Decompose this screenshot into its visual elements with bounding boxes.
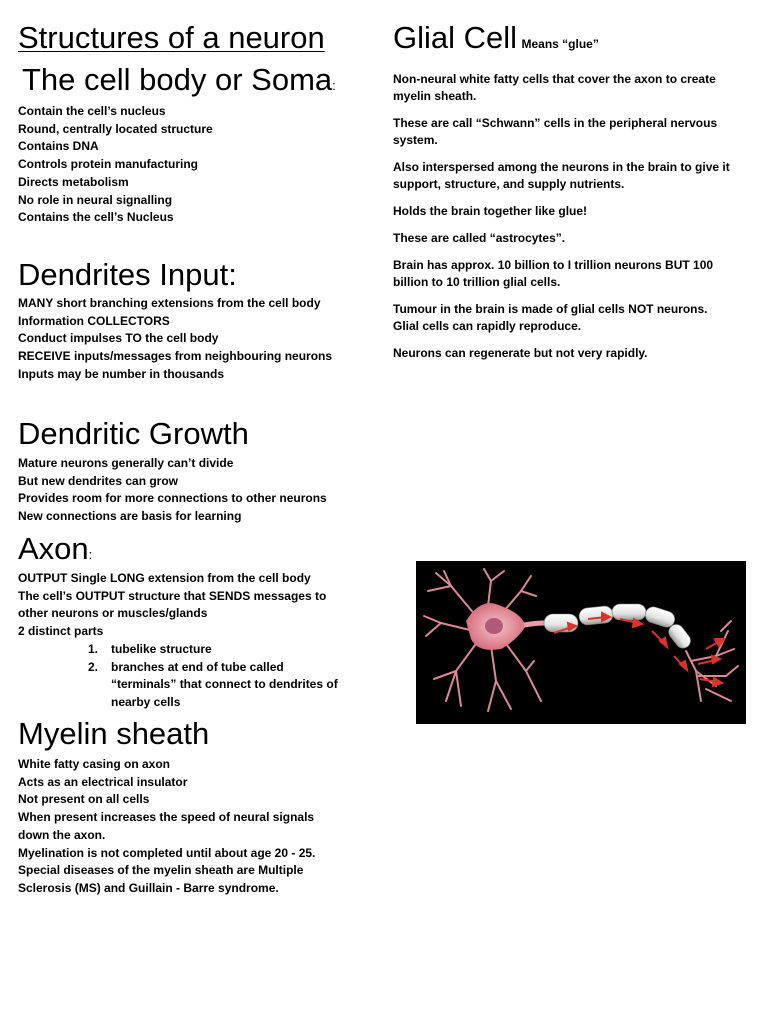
axon-heading-text: Axon: [18, 531, 89, 566]
list-item: Information COLLECTORS: [18, 313, 170, 328]
list-item: OUTPUT Single LONG extension from the cell body: [18, 571, 311, 585]
list-item: Sclerosis (MS) and Guillain - Barre syndrome.: [18, 880, 279, 895]
list-item: The cell’s OUTPUT structure that SENDS messages to: [18, 588, 327, 603]
list-item: [18, 659, 351, 712]
glial-heading: [393, 22, 599, 53]
soma-heading-colon: :: [332, 78, 336, 93]
neuron-illustration: [416, 561, 746, 724]
list-item: No role in neural signalling: [18, 192, 173, 207]
list-number: 2.: [88, 659, 99, 674]
page-title: Structures of a neuron: [18, 20, 325, 55]
list-item: other neurons or muscles/glands: [18, 606, 208, 621]
myelin-heading: Myelin sheath: [18, 716, 210, 751]
list-item: Not present on all cells: [18, 792, 150, 807]
neuron-icon: [416, 561, 746, 724]
paragraph: Brain has approx. 10 billion to I trillion neurons BUT 100 billion to 10 trillion glial cells.: [393, 258, 714, 289]
list-item: Provides room for more connections to other neurons: [18, 491, 327, 506]
list-item: Special diseases of the myelin sheath are Multiple: [18, 863, 304, 878]
list-item: Conduct impulses TO the cell body: [18, 331, 219, 346]
list-item: Round, centrally located structure: [18, 121, 213, 136]
list-item: Directs metabolism: [18, 174, 129, 189]
list-item: When present increases the speed of neural signals: [18, 810, 315, 825]
myelin-list: [18, 756, 315, 898]
list-item: Inputs may be number in thousands: [18, 366, 225, 381]
list-item: MANY short branching extensions from the cell body: [18, 296, 321, 310]
list-item: New connections are basis for learning: [18, 509, 242, 524]
glial-subtitle: Means “glue”: [521, 37, 599, 51]
paragraph: Non-neural white fatty cells that cover the axon to create myelin sheath.: [393, 72, 716, 103]
growth-heading: Dendritic Growth: [18, 416, 249, 451]
growth-list: [18, 455, 327, 526]
axon-heading: [18, 533, 92, 564]
soma-heading: [22, 64, 336, 95]
list-item: [18, 641, 368, 659]
axon-heading-colon: :: [88, 547, 93, 562]
list-item: Contain the cell’s nucleus: [18, 104, 166, 118]
dendrites-heading: Dendrites Input:: [18, 257, 237, 292]
glial-title: Glial Cell: [393, 20, 518, 55]
paragraph: Neurons can regenerate but not very rapidly.: [393, 346, 648, 360]
list-item: Contains the cell’s Nucleus: [18, 210, 174, 225]
list-item: down the axon.: [18, 827, 106, 842]
list-item: But new dendrites can grow: [18, 473, 179, 488]
list-item: Contains DNA: [18, 139, 99, 154]
list-item: Mature neurons generally can’t divide: [18, 456, 234, 470]
dendrites-list: [18, 295, 332, 384]
paragraph: These are call “Schwann” cells in the peripheral nervous system.: [393, 116, 718, 147]
list-item: 2 distinct parts: [18, 624, 104, 639]
list-item: RECEIVE inputs/messages from neighbouring neurons: [18, 349, 333, 364]
glial-paragraphs: [393, 71, 733, 372]
paragraph: Tumour in the brain is made of glial cells NOT neurons. Glial cells can rapidly reproduce.: [393, 302, 708, 333]
paragraph: Also interspersed among the neurons in the brain to give it support, structure, and supply nutrients.: [393, 160, 730, 191]
paragraph: These are called “astrocytes”.: [393, 231, 566, 245]
axon-list: [18, 570, 368, 712]
list-number: 1.: [88, 641, 99, 656]
axon-parts-list: [18, 641, 368, 712]
paragraph: Holds the brain together like glue!: [393, 204, 588, 218]
soma-heading-text: The cell body or Soma: [22, 62, 333, 97]
list-item: Controls protein manufacturing: [18, 157, 198, 172]
list-item-text: branches at end of tube called “terminals” that connect to dendrites of nearby cells: [111, 659, 338, 709]
list-item: Myelination is not completed until about age 20 - 25.: [18, 845, 316, 860]
list-item-text: tubelike structure: [111, 641, 212, 656]
list-item: Acts as an electrical insulator: [18, 774, 188, 789]
soma-list: [18, 103, 213, 227]
list-item: White fatty casing on axon: [18, 757, 171, 771]
